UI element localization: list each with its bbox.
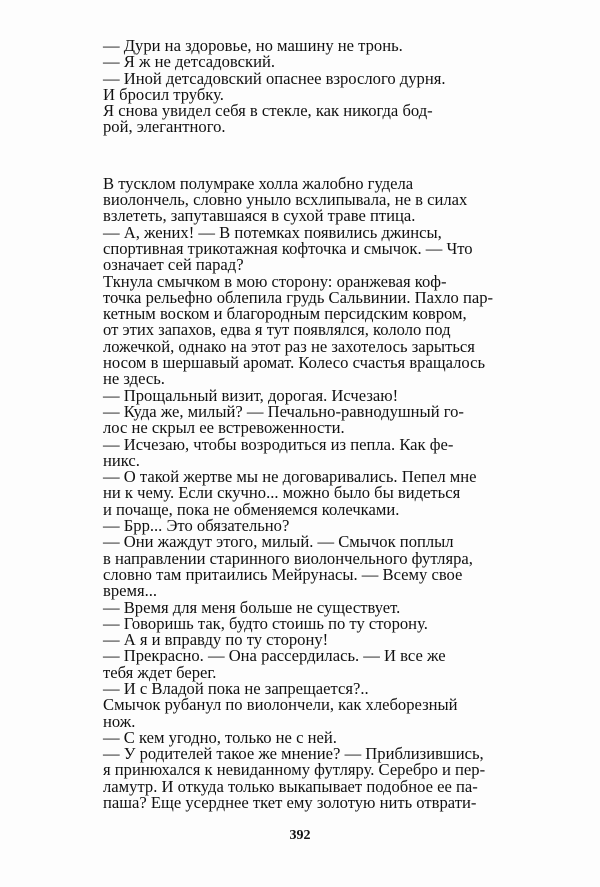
paragraph: — Иной детсадовский опаснее взрослого дурня. И бросил трубку. [103, 68, 446, 104]
section-break [103, 136, 533, 176]
paragraph: Смычок рубанул по виолончели, как хлеборезный нож. [103, 695, 458, 731]
paragraph: — Куда же, милый? — Печально-равнодушный го- лос не скрыл ее встревоженности. [103, 401, 464, 438]
paragraph: — С кем угодно, только не с ней. [103, 727, 337, 747]
paragraph: — Исчезаю, чтобы возродиться из пепла. Как фе- никс. [103, 434, 454, 470]
paragraph: Я снова увидел себя в стекле, как никогда бод- рой, элегантного. [103, 101, 433, 137]
paragraph: — Они жаждут этого, милый. — Смычок поплыл в направлении старинного виолончельного футляра, словно там притаились Мейрунасы. — Всему свое время... [103, 532, 473, 601]
paragraph: — Я ж не детсадовский. [103, 52, 275, 72]
paragraph: — И с Владой пока не запрещается?.. [103, 678, 369, 698]
paragraph: В тусклом полумраке холла жалобно гудела виолончель, словно уныло всхлипывала, не в силах взлететь, запутавшаяся в сухой траве птица. [103, 173, 468, 226]
page-number: 392 [289, 828, 311, 843]
paragraph: — Время для меня больше не существует. [103, 597, 401, 617]
paragraph: — О такой жертве мы не договаривались. Пепел мне ни к чему. Если скучно... можно было бы видеться и почаще, пока не обменяемся колечками. [103, 467, 477, 519]
paragraph: Ткнула смычком в мою сторону: оранжевая коф- точка рельефно облепила грудь Сальвинии. Пахло пар- кетным воском и благородным персидским ковром, от этих запахов, едва я тут появлялся, кололо под ложечкой, однако на этот раз не захотелось зарыться носом в шершавый аромат. Колесо счастья вращалось не здесь. [103, 271, 494, 389]
paragraph: — Прекрасно. — Она рассердилась. — И все же тебя ждет берег. [103, 646, 446, 682]
paragraph: — А я и вправду по ту сторону! [103, 630, 329, 650]
paragraph: — Брр... Это обязательно? [103, 516, 290, 536]
paragraph: — А, жених! — В потемках появились джинсы, спортивная трикотажная кофточка и смычок. — Что означает сей парад? [103, 222, 473, 275]
page-text [103, 38, 533, 811]
paragraph: — Дури на здоровье, но машину не тронь. [103, 36, 403, 55]
paragraph: — Прощальный визит, дорогая. Исчезаю! [103, 385, 399, 405]
paragraph: — У родителей такое же мнение? — Приблизившись, я принюхался к невиданному футляру. Серебро и пер- ламутр. И откуда только выкапывает подобное ее па- паша? Еще усерднее ткет ему золотую нить отврати- [103, 744, 486, 813]
paragraph: — Говоришь так, будто стоишь по ту сторону. [103, 613, 428, 633]
